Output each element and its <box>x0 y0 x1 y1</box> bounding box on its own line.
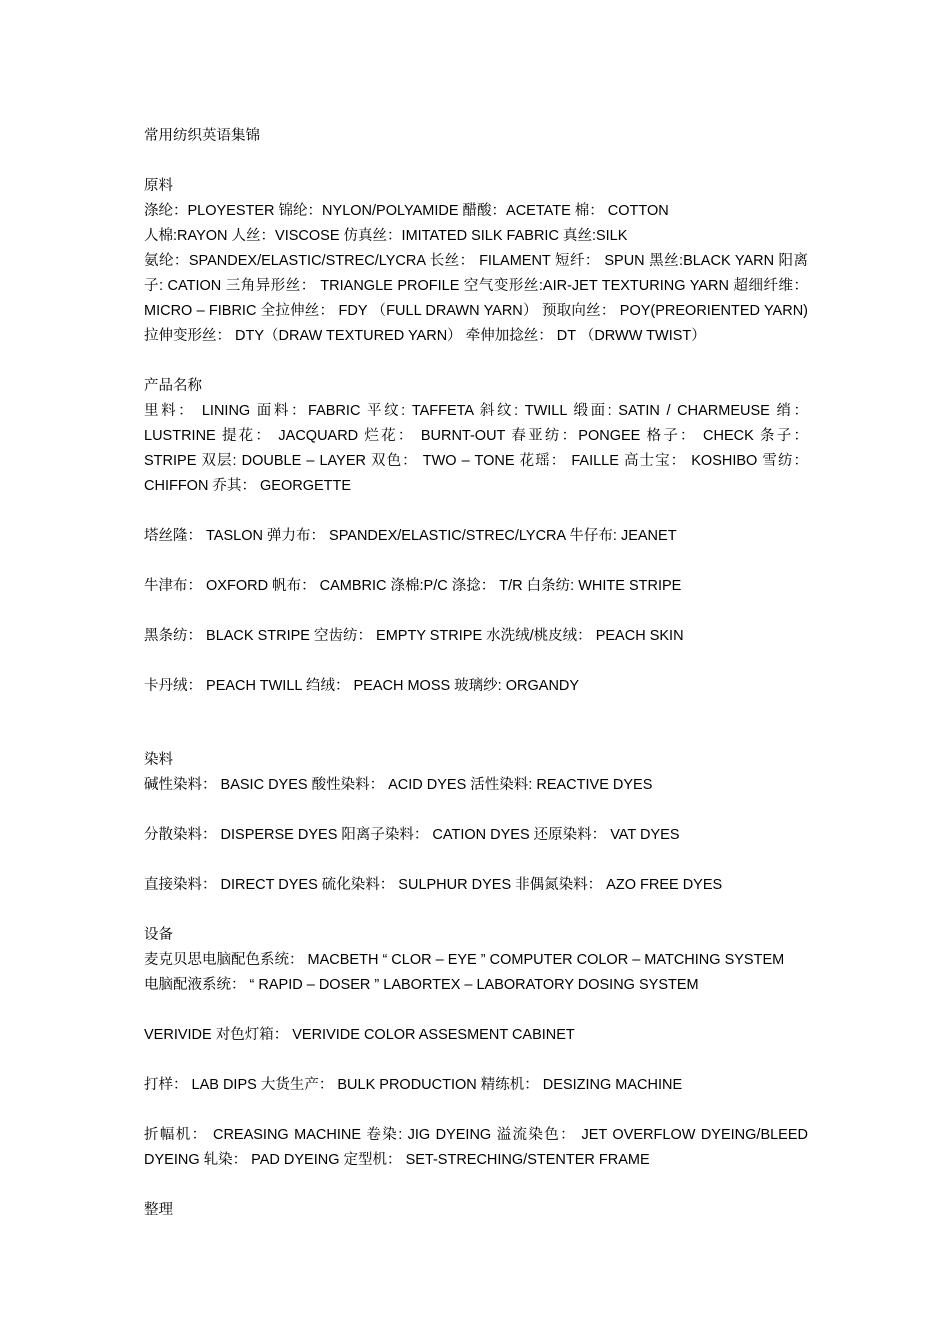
section-heading-equipment: 设备 <box>144 927 173 943</box>
raw-materials-line: 人棉:RAYON 人丝：VISCOSE 仿真丝：IMITATED SILK FABRIC 真丝:SILK <box>144 228 628 244</box>
raw-materials-line: MICRO – FIBRIC 全拉伸丝： FDY （FULL DRAWN YARN） 预取向丝： POY(PREORIENTED YARN) <box>144 303 808 319</box>
section-heading-dyes: 染料 <box>144 752 173 768</box>
products-line: 里料： LINING 面料：FABRIC 平纹: TAFFETA 斜纹: TWILL 缎面: SATIN / CHARMEUSE 绡： <box>144 403 808 419</box>
equipment-paragraph: DYEING 轧染： PAD DYEING 定型机： SET-STRECHING/STENTER FRAME <box>144 1152 650 1168</box>
products-line: LUSTRINE 提花： JACQUARD 烂花： BURNT-OUT 春亚纺：PONGEE 格子： CHECK 条子： <box>144 428 808 444</box>
raw-materials-line: 子: CATION 三角异形丝： TRIANGLE PROFILE 空气变形丝:AIR-JET TEXTURING YARN 超细纤维： <box>144 278 808 294</box>
dyes-line: 碱性染料： BASIC DYES 酸性染料： ACID DYES 活性染料: REACTIVE DYES <box>144 777 653 793</box>
equipment-paragraph: VERIVIDE 对色灯箱： VERIVIDE COLOR ASSESMENT CABINET <box>144 1027 575 1043</box>
equipment-line: 麦克贝思电脑配色系统： MACBETH “ CLOR – EYE ” COMPUTER COLOR – MATCHING SYSTEM <box>144 952 785 968</box>
raw-materials-line: 氨纶：SPANDEX/ELASTIC/STREC/LYCRA 长丝： FILAMENT 短纤： SPUN 黑丝:BLACK YARN 阳离 <box>144 253 808 269</box>
equipment-paragraph: 打样： LAB DIPS 大货生产： BULK PRODUCTION 精练机： DESIZING MACHINE <box>144 1077 683 1093</box>
products-line: CHIFFON 乔其： GEORGETTE <box>144 478 352 494</box>
dyes-paragraph: 直接染料： DIRECT DYES 硫化染料： SULPHUR DYES 非偶氮染料： AZO FREE DYES <box>144 877 723 893</box>
section-heading-raw-materials: 原料 <box>144 178 173 194</box>
document-body <box>144 124 808 1223</box>
raw-materials-line: 涤纶：PLOYESTER 锦纶：NYLON/POLYAMIDE 醋酸：ACETATE 棉： COTTON <box>144 203 669 219</box>
dyes-paragraph: 分散染料： DISPERSE DYES 阳离子染料： CATION DYES 还原染料： VAT DYES <box>144 827 680 843</box>
products-paragraph: 黑条纺： BLACK STRIPE 空齿纺： EMPTY STRIPE 水洗绒/桃皮绒： PEACH SKIN <box>144 628 684 644</box>
raw-materials-line: 拉伸变形丝： DTY（DRAW TEXTURED YARN） 牵伸加捻丝： DT （DRWW TWIST） <box>144 328 706 344</box>
equipment-line: 电脑配液系统： “ RAPID – DOSER ” LABORTEX – LABORATORY DOSING SYSTEM <box>144 977 699 993</box>
equipment-paragraph: 折幅机： CREASING MACHINE 卷染: JIG DYEING 溢流染色： JET OVERFLOW DYEING/BLEED <box>144 1127 808 1143</box>
products-paragraph: 卡丹绒： PEACH TWILL 绉绒： PEACH MOSS 玻璃纱: ORGANDY <box>144 678 580 694</box>
products-paragraph: 牛津布： OXFORD 帆布： CAMBRIC 涤棉:P/C 涤捻： T/R 白条纺: WHITE STRIPE <box>144 578 682 594</box>
products-paragraph: 塔丝隆： TASLON 弹力布： SPANDEX/ELASTIC/STREC/LYCRA 牛仔布: JEANET <box>144 528 677 544</box>
document-title: 常用纺织英语集锦 <box>144 128 260 144</box>
section-heading-products: 产品名称 <box>144 378 202 394</box>
products-line: STRIPE 双层: DOUBLE – LAYER 双色： TWO – TONE 花瑶： FAILLE 高士宝： KOSHIBO 雪纺： <box>144 453 808 469</box>
section-heading-finishing: 整理 <box>144 1202 173 1218</box>
